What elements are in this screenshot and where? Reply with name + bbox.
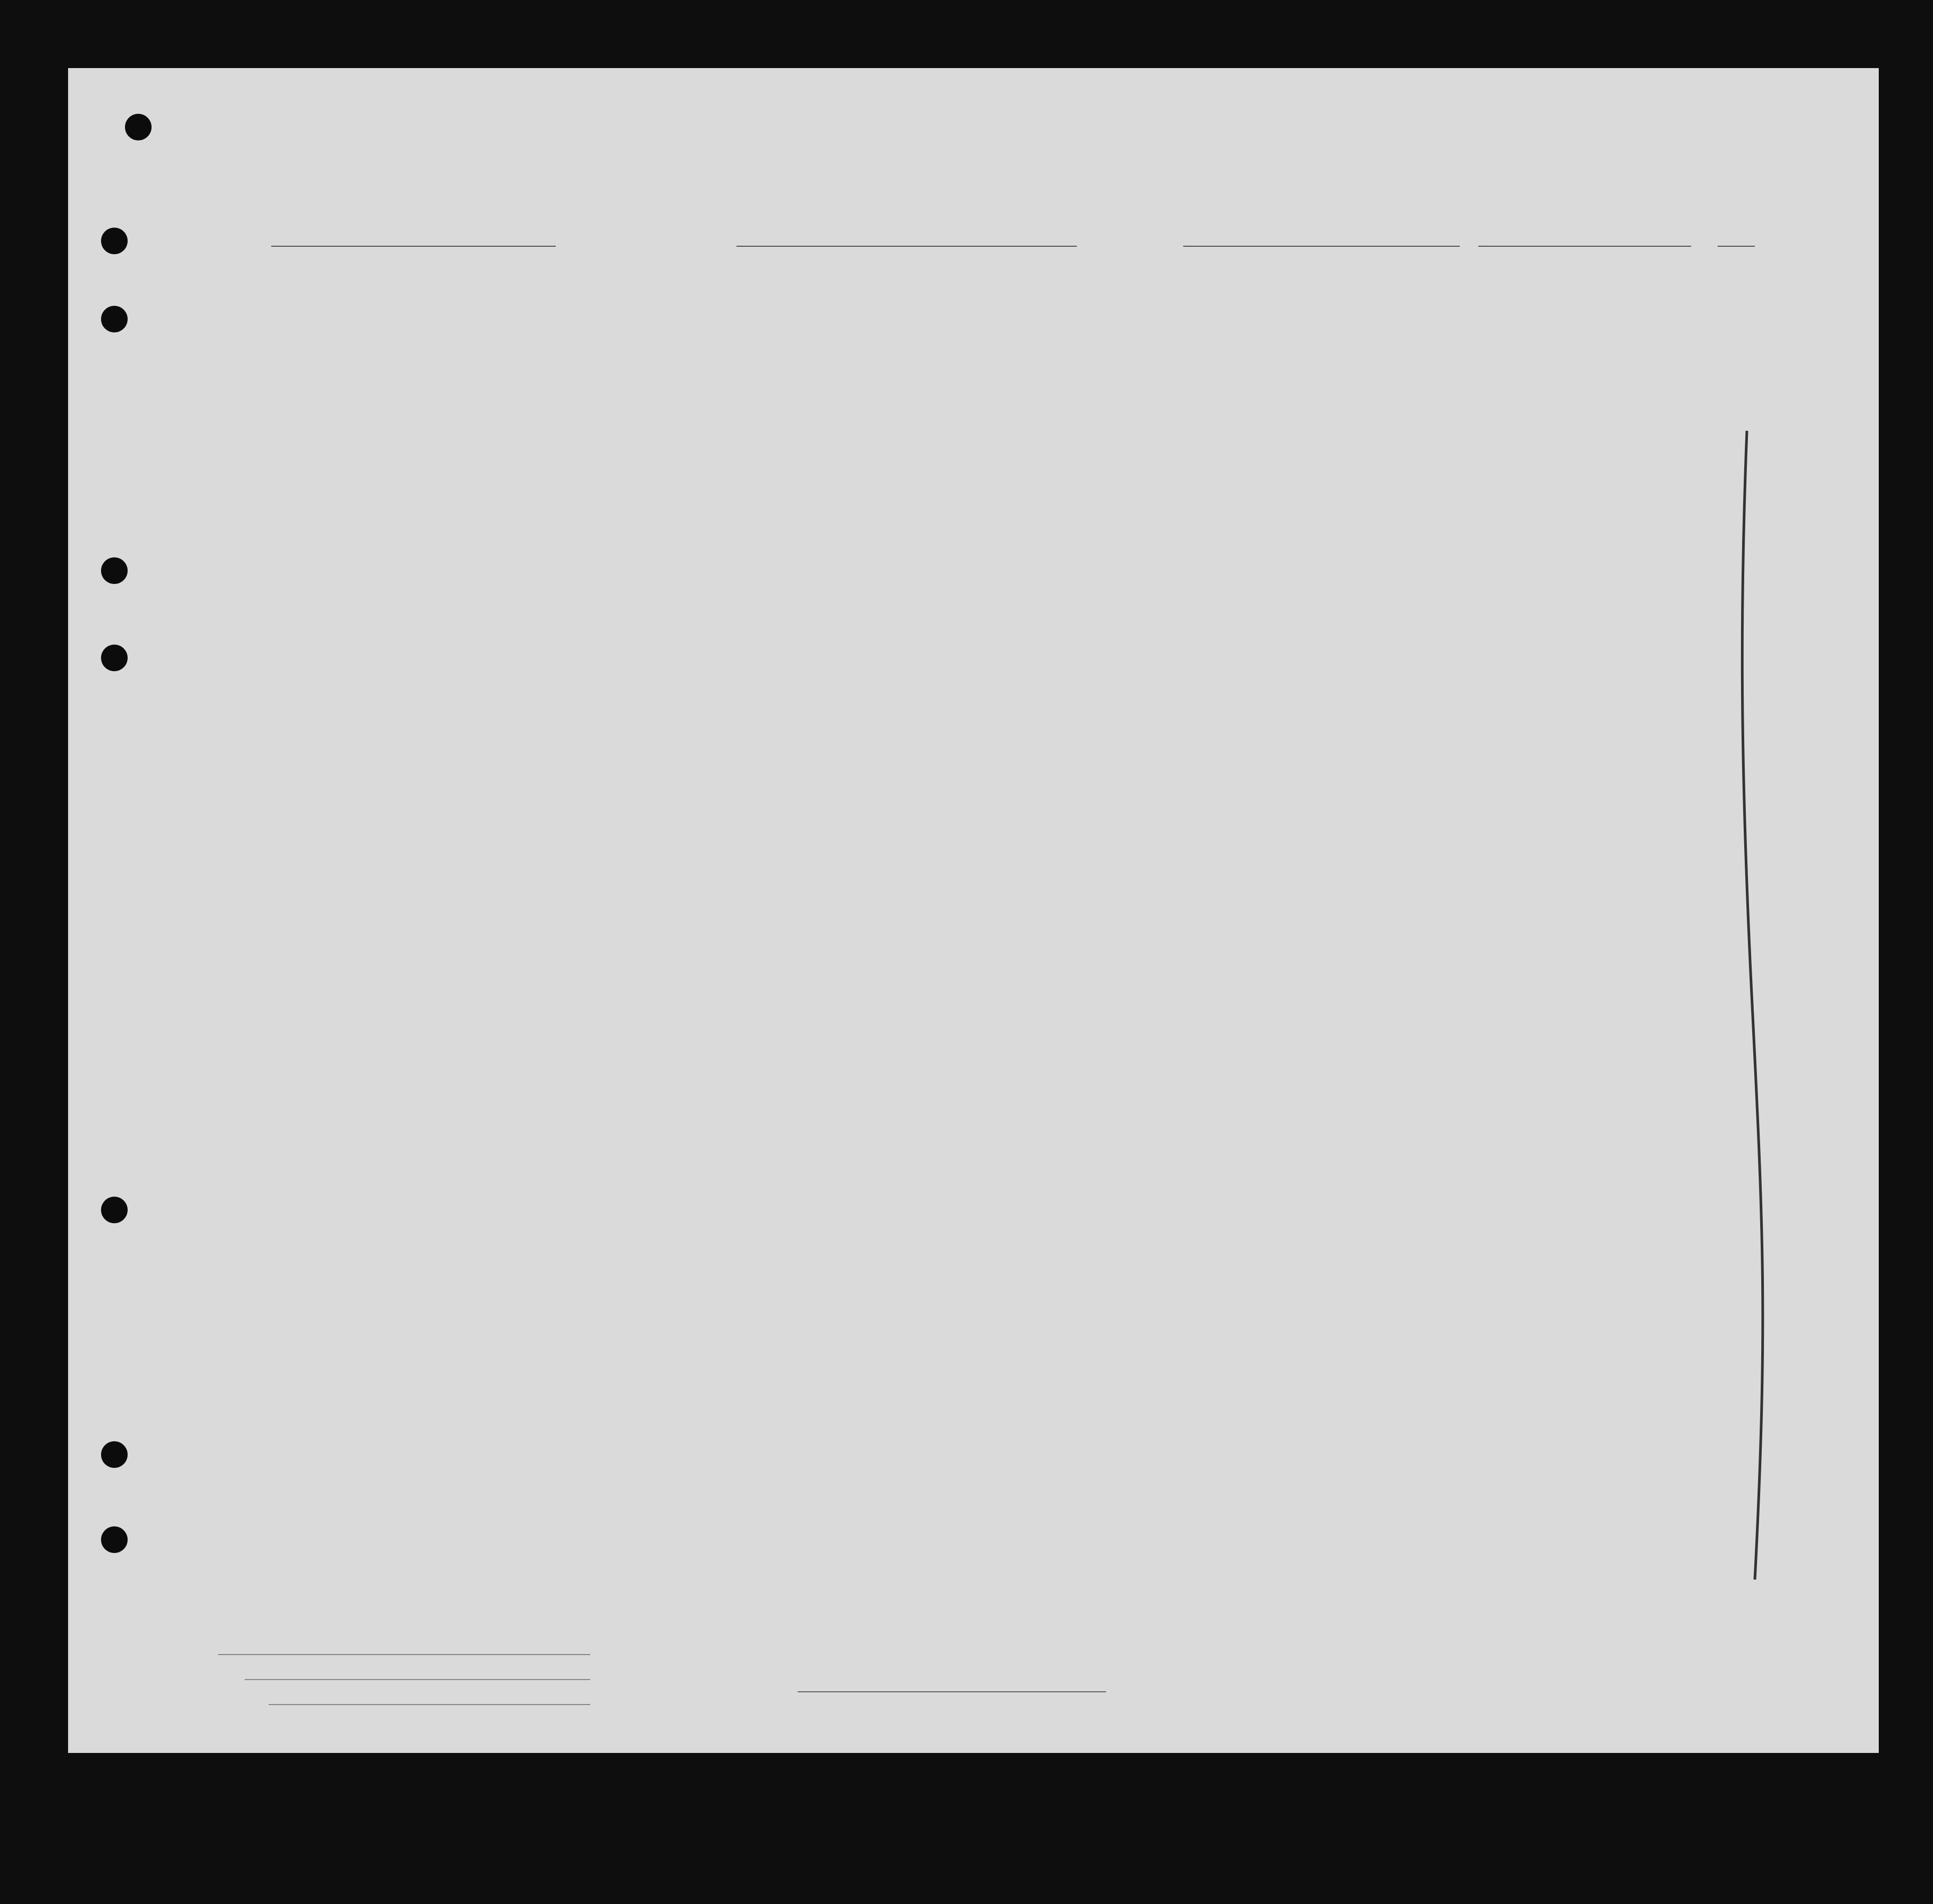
inspector-action-mark [1723,420,1797,1590]
owners-underline [245,1679,590,1680]
punch-hole [101,1526,128,1553]
vessel-underline [271,246,556,247]
punch-hole [125,114,152,140]
port-to-underline [1183,246,1460,247]
punch-hole [101,1197,128,1223]
agents-underline [269,1704,590,1705]
year-underline [1718,246,1755,247]
signature-underline [798,1691,1106,1692]
punch-hole [101,228,128,254]
punch-hole [101,645,128,671]
port-from-underline [737,246,1077,247]
line-underline [218,1654,590,1655]
punch-hole [101,1441,128,1468]
manifest-page [68,68,1879,1753]
punch-hole [101,557,128,584]
punch-hole [101,306,128,332]
date-underline [1478,246,1691,247]
